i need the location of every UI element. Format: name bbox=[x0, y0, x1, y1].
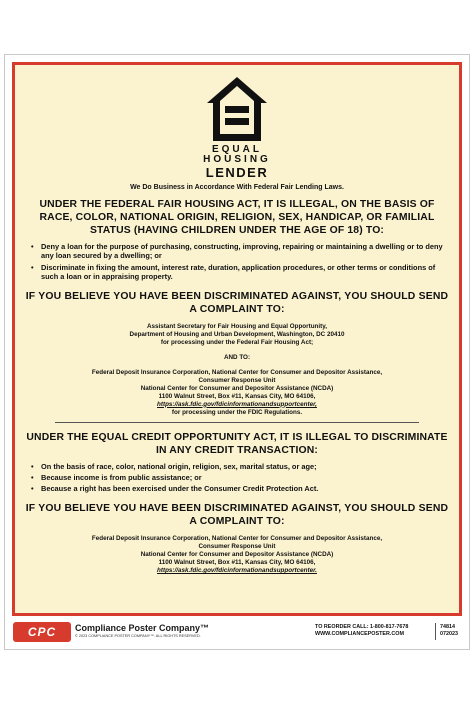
address-line: Consumer Response Unit bbox=[198, 376, 276, 384]
logo-text bbox=[203, 145, 271, 179]
poster-frame bbox=[12, 62, 462, 616]
poster-date-code: 072023 bbox=[440, 631, 458, 637]
logo-word-equal: EQUAL bbox=[211, 144, 262, 155]
fdic-link[interactable]: https://ask.fdic.gov/fdicinformationandsupportcenter. bbox=[157, 566, 317, 574]
address-line: National Center for Consumer and Depositor Assistance (NCDA) bbox=[140, 550, 334, 558]
poster bbox=[4, 54, 470, 650]
cpc-logo-text: CPC bbox=[27, 625, 57, 639]
equal-housing-lender-logo bbox=[15, 75, 459, 179]
reorder-info bbox=[315, 624, 408, 638]
list-item: • Discriminate in fixing the amount, interest rate, duration, application procedures, or other terms or conditions of such a loan or in appraising property. bbox=[31, 263, 443, 282]
copyright: © 2023 COMPLIANCE POSTER COMPANY™. ALL RIGHTS RESERVED. bbox=[75, 634, 201, 638]
address-line: Federal Deposit Insurance Corporation, National Center for Consumer and Depositor Assistance, bbox=[91, 368, 383, 376]
poster-content bbox=[15, 184, 459, 575]
address-line: National Center for Consumer and Depositor Assistance (NCDA) bbox=[140, 384, 334, 392]
fair-housing-list bbox=[25, 242, 449, 282]
section-divider bbox=[55, 422, 419, 423]
hud-address bbox=[25, 323, 449, 347]
address-line: for processing under the Federal Fair Housing Act; bbox=[160, 338, 314, 346]
poster-footer bbox=[12, 620, 462, 646]
fdic-address bbox=[25, 369, 449, 417]
ecoa-list bbox=[25, 462, 449, 494]
complaint-heading: IF YOU BELIEVE YOU HAVE BEEN DISCRIMINATED AGAINST, YOU SHOULD SEND A COMPLAINT TO: bbox=[25, 502, 449, 527]
company-name: Compliance Poster Company™ bbox=[75, 623, 210, 633]
list-item: • Because a right has been exercised under the Consumer Credit Protection Act. bbox=[31, 484, 443, 493]
intro-statement: We Do Business in Accordance With Federal Fair Lending Laws. bbox=[130, 184, 344, 191]
fair-housing-act-heading: UNDER THE FEDERAL FAIR HOUSING ACT, IT IS ILLEGAL, ON THE BASIS OF RACE, COLOR, NATIONAL ORIGIN, RELIGION, SEX, HANDICAP, OR FAMILIAL STATUS (HAVING CHILDREN UNDER THE AGE OF 18) TO: bbox=[39, 199, 435, 236]
poster-code: 74814 bbox=[440, 624, 455, 630]
footer-divider bbox=[435, 623, 436, 640]
reorder-phone: TO REORDER CALL: 1-800-817-7678 bbox=[315, 624, 409, 630]
cpc-logo bbox=[13, 622, 71, 642]
address-line: 1100 Walnut Street, Box #11, Kansas City, MO 64106, bbox=[158, 558, 316, 566]
address-line: for processing under the FDIC Regulations. bbox=[171, 408, 303, 416]
logo-word-housing: HOUSING bbox=[203, 154, 271, 165]
address-line: Assistant Secretary for Fair Housing and Equal Opportunity, bbox=[146, 322, 328, 330]
address-line: 1100 Walnut Street, Box #11, Kansas City, MO 64106, bbox=[158, 392, 316, 400]
fdic-link[interactable]: https://ask.fdic.gov/fdicinformationandsupportcenter, bbox=[157, 400, 317, 408]
list-item: • On the basis of race, color, national origin, religion, sex, marital status, or age; bbox=[31, 462, 443, 471]
list-item: • Deny a loan for the purpose of purchasing, constructing, improving, repairing or maintaining a dwelling or to deny any loan secured by a dwelling; or bbox=[31, 242, 443, 261]
address-line: Consumer Response Unit bbox=[198, 542, 276, 550]
website-link[interactable]: WWW.COMPLIANCEPOSTER.COM bbox=[315, 631, 404, 637]
and-to-label: AND TO: bbox=[223, 353, 251, 361]
brand-block bbox=[75, 623, 209, 638]
logo-word-lender: LENDER bbox=[205, 165, 269, 180]
complaint-heading: IF YOU BELIEVE YOU HAVE BEEN DISCRIMINATED AGAINST, YOU SHOULD SEND A COMPLAINT TO: bbox=[25, 290, 449, 315]
address-line: Department of Housing and Urban Development, Washington, DC 20410 bbox=[129, 330, 345, 338]
ecoa-heading: UNDER THE EQUAL CREDIT OPPORTUNITY ACT, IT IS ILLEGAL TO DISCRIMINATE IN ANY CREDIT TRANSACTION: bbox=[26, 431, 448, 456]
address-line: Federal Deposit Insurance Corporation, National Center for Consumer and Depositor Assistance, bbox=[91, 534, 383, 542]
fdic-address bbox=[25, 535, 449, 575]
list-item: • Because income is from public assistance; or bbox=[31, 473, 443, 482]
equal-housing-house-icon bbox=[205, 75, 269, 143]
poster-codes bbox=[440, 624, 458, 638]
